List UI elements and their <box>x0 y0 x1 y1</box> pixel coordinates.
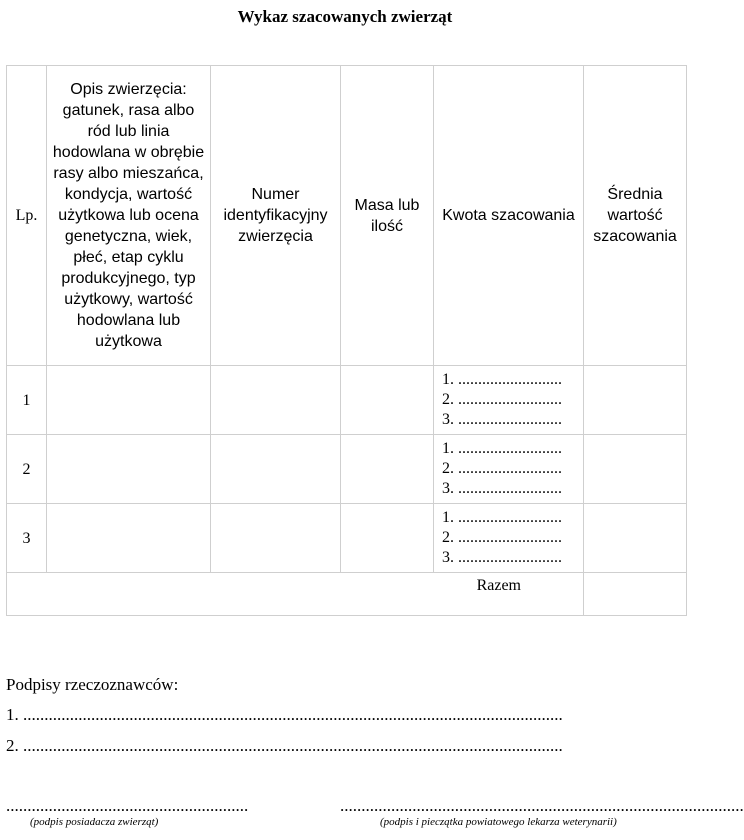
table-row <box>7 435 687 504</box>
header-id-number: Numer identyfikacyjny zwierzęcia <box>211 66 341 366</box>
mass-cell[interactable] <box>341 504 434 573</box>
expert-signature-line-2[interactable]: 2. ............................................................................................................................... <box>6 736 563 755</box>
header-mass: Masa lub ilość <box>341 66 434 366</box>
header-description: Opis zwierzęcia: gatunek, rasa albo ród lub linia hodowlana w obrębie rasy albo mieszańca, kondycja, wartość użytkowa lub ocena genetyczna, wiek, płeć, etap cyklu produkcyjnego, typ użytkowy, wartość hodowlana lub użytkowa <box>47 66 211 366</box>
amount-line: 3. .......................... <box>442 411 562 428</box>
header-lp: Lp. <box>7 66 47 366</box>
vet-signature-caption: (podpis i pieczątka powiatowego lekarza weterynarii) <box>380 816 617 828</box>
row-lp: 1 <box>7 366 47 435</box>
description-cell[interactable] <box>47 504 211 573</box>
owner-signature-caption: (podpis posiadacza zwierząt) <box>30 816 159 828</box>
amount-line: 1. .......................... <box>442 509 562 526</box>
header-average: Średnia wartość szacowania <box>584 66 687 366</box>
description-cell[interactable] <box>47 366 211 435</box>
amount-line: 1. .......................... <box>442 371 562 388</box>
average-cell[interactable] <box>584 366 687 435</box>
mass-cell[interactable] <box>341 366 434 435</box>
id-number-cell[interactable] <box>211 366 341 435</box>
average-cell[interactable] <box>584 504 687 573</box>
amount-line: 3. .......................... <box>442 480 562 497</box>
animals-table <box>6 65 687 616</box>
description-cell[interactable] <box>47 435 211 504</box>
vet-signature-line[interactable]: ............................................................................................... <box>340 796 744 815</box>
amount-line: 2. .......................... <box>442 391 562 408</box>
amount-line: 3. .......................... <box>442 549 562 566</box>
owner-signature-line[interactable]: ......................................................... <box>6 796 249 815</box>
row-lp: 3 <box>7 504 47 573</box>
amount-cell[interactable] <box>434 366 584 435</box>
amount-line: 2. .......................... <box>442 529 562 546</box>
table-header-row <box>7 66 687 366</box>
mass-cell[interactable] <box>341 435 434 504</box>
table-row <box>7 504 687 573</box>
amount-line: 2. .......................... <box>442 460 562 477</box>
total-value-cell[interactable] <box>584 573 687 616</box>
signatures-heading: Podpisy rzeczoznawców: <box>6 675 179 694</box>
row-lp: 2 <box>7 435 47 504</box>
total-row <box>7 573 687 616</box>
document-title: Wykaz szacowanych zwierząt <box>237 7 453 26</box>
total-label: Razem <box>7 573 584 616</box>
amount-line: 1. .......................... <box>442 440 562 457</box>
id-number-cell[interactable] <box>211 435 341 504</box>
table-row <box>7 366 687 435</box>
amount-cell[interactable] <box>434 504 584 573</box>
expert-signature-line-1[interactable]: 1. ............................................................................................................................... <box>6 705 563 724</box>
header-amount: Kwota szacowania <box>434 66 584 366</box>
average-cell[interactable] <box>584 435 687 504</box>
id-number-cell[interactable] <box>211 504 341 573</box>
amount-cell[interactable] <box>434 435 584 504</box>
